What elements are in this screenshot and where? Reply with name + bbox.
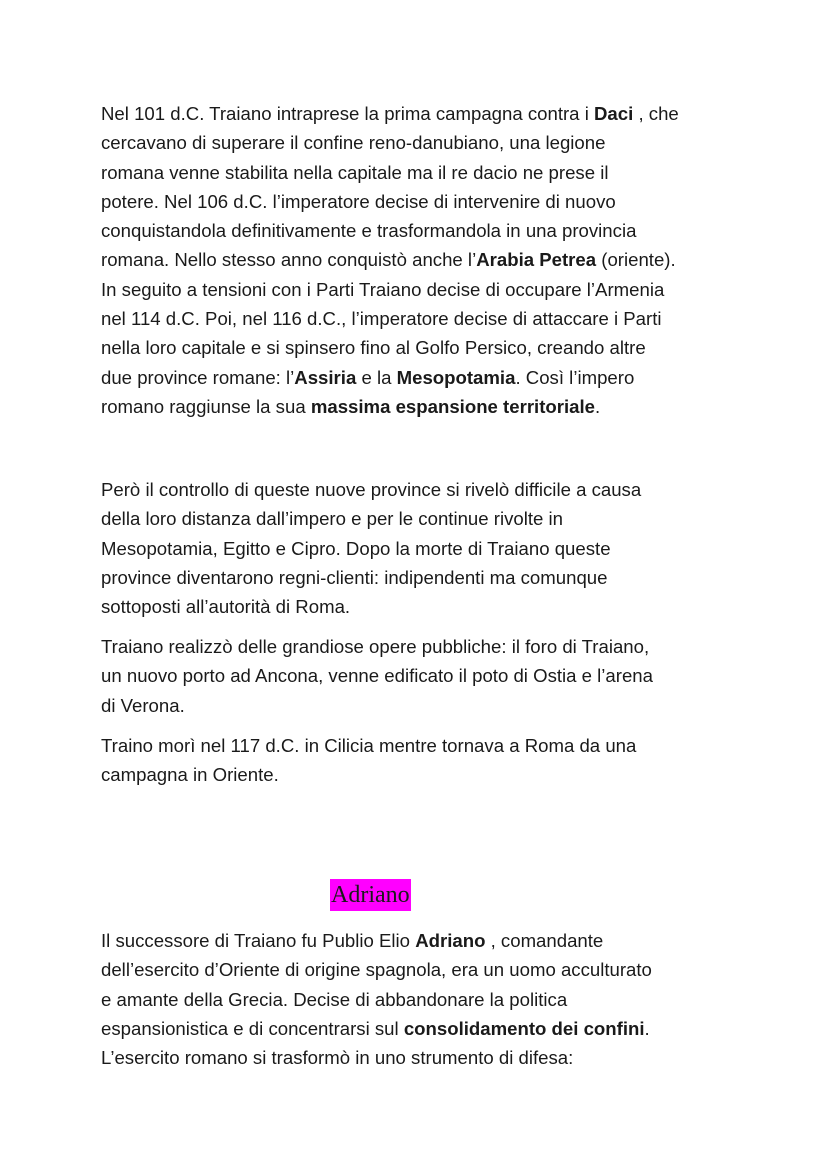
text-line: sottoposti all’autorità di Roma.: [101, 596, 351, 618]
text-line: L’esercito romano si trasformò in uno strumento di difesa:: [101, 1047, 574, 1069]
text-line: Però il controllo di queste nuove province si rivelò difficile a causa: [101, 479, 642, 500]
bold-term-mesopotamia: Mesopotamia: [396, 366, 516, 388]
text-line: Il successore di Traiano fu Publio Elio Adriano , comandante: [101, 930, 604, 951]
text-line: dell’esercito d’Oriente di origine spagnola, era un uomo acculturato: [101, 959, 652, 981]
text-line: romana venne stabilita nella capitale ma il re dacio ne prese il: [101, 161, 609, 183]
paragraph-public-works: [101, 632, 741, 720]
paragraph-province-control: [101, 475, 741, 621]
bold-term-massima-espansione: massima espansione territoriale: [310, 395, 596, 417]
text-line: della loro distanza dall’impero e per le continue rivolte in: [101, 508, 564, 530]
text-line: cercavano di superare il confine reno-danubiano, una legione: [101, 132, 606, 154]
text-line: Traino morì nel 117 d.C. in Cilicia mentre tornava a Roma da una: [101, 735, 637, 756]
text-line: espansionistica e di concentrarsi sul consolidamento dei confini.: [101, 1017, 650, 1039]
text-line: Traiano realizzò delle grandiose opere pubbliche: il foro di Traiano,: [101, 636, 650, 657]
paragraph-adriano: [101, 926, 741, 1072]
text-line: province diventarono regni-clienti: indipendenti ma comunque: [101, 566, 608, 588]
text-line: e amante della Grecia. Decise di abbandonare la politica: [101, 988, 568, 1010]
paragraph-traiano-death: [101, 731, 741, 790]
bold-term-consolidamento: consolidamento dei confini: [403, 1017, 645, 1039]
bold-term-daci: Daci: [594, 103, 634, 124]
text-line: due province romane: l’Assiria e la Mesopotamia. Così l’impero: [101, 366, 635, 388]
text-line: Mesopotamia, Egitto e Cipro. Dopo la morte di Traiano queste: [101, 537, 611, 559]
text-line: un nuovo porto ad Ancona, venne edificato il poto di Ostia e l’arena: [101, 665, 653, 687]
text-line: campagna in Oriente.: [101, 764, 279, 786]
text-line: nella loro capitale e si spinsero fino al Golfo Persico, creando altre: [101, 337, 646, 359]
text-line: conquistandola definitivamente e trasformandola in una provincia: [101, 220, 637, 242]
text-line: Nel 101 d.C. Traiano intraprese la prima campagna contra i Daci , che: [101, 103, 679, 124]
bold-term-arabia-petrea: Arabia Petrea: [476, 249, 597, 271]
section-heading: [330, 879, 411, 913]
bold-term-assiria: Assiria: [294, 366, 357, 388]
paragraph-traiano-campaigns: [101, 99, 741, 421]
text-line: nel 114 d.C. Poi, nel 116 d.C., l’imperatore decise di attaccare i Parti: [101, 308, 662, 330]
text-line: di Verona.: [101, 694, 185, 716]
heading-adriano: Adriano: [330, 879, 411, 911]
text-line: romana. Nello stesso anno conquistò anche l’Arabia Petrea (oriente).: [101, 249, 676, 271]
text-line: potere. Nel 106 d.C. l’imperatore decise di intervenire di nuovo: [101, 190, 616, 212]
text-line: In seguito a tensioni con i Parti Traiano decise di occupare l’Armenia: [101, 278, 665, 300]
text-line: romano raggiunse la sua massima espansione territoriale.: [101, 395, 601, 417]
bold-term-adriano: Adriano: [415, 930, 486, 951]
